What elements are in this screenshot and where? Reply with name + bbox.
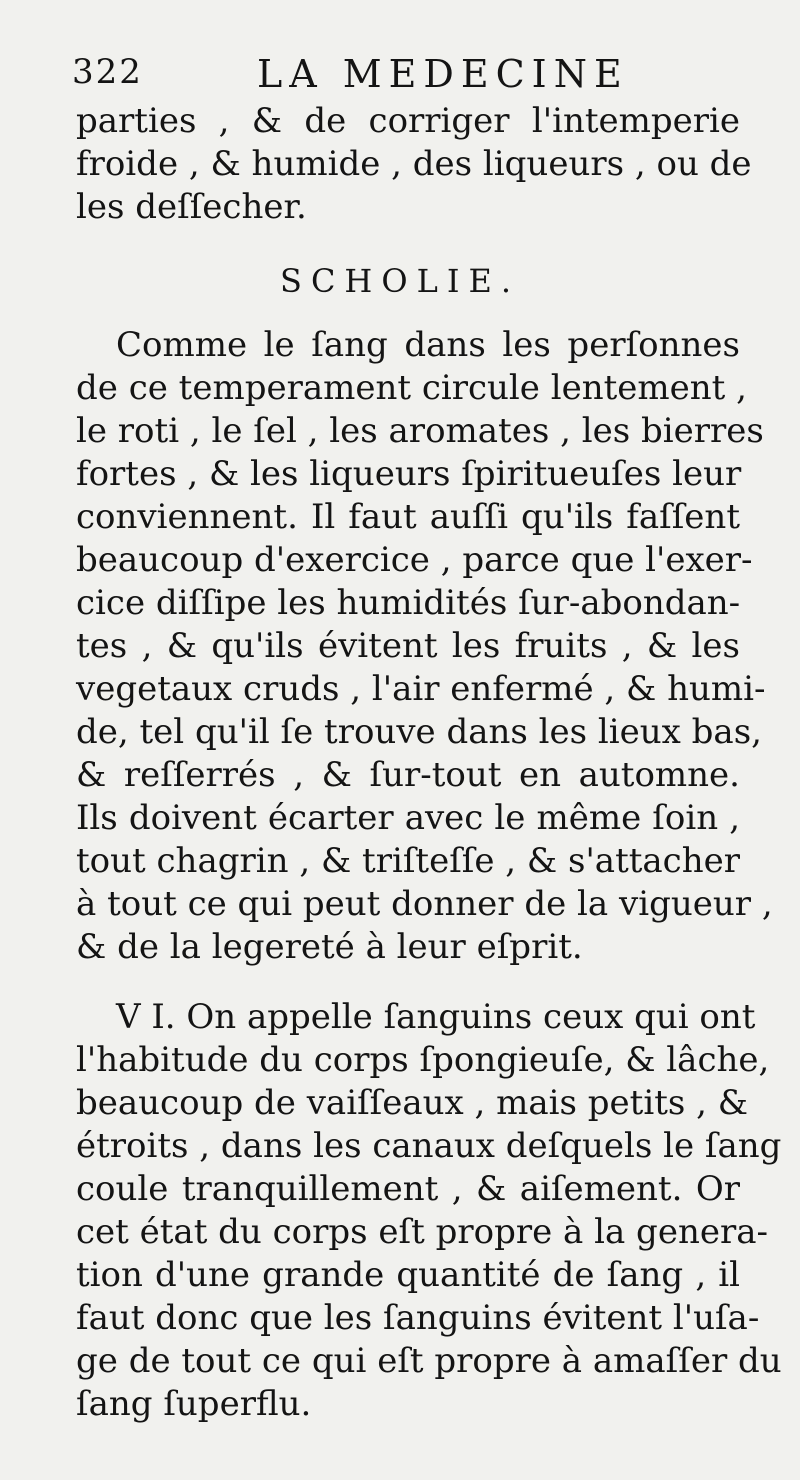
text-line: beaucoup de vaiſſeaux , mais petits , &: [76, 1083, 748, 1123]
text-line: faut donc que les ſanguins évitent l'uſa-: [76, 1298, 760, 1338]
text-line: l'habitude du corps ſpongieuſe, & lâche,: [76, 1040, 770, 1080]
text-line: Ils doivent écarter avec le même ſoin ,: [76, 798, 740, 838]
text-line: conviennent. Il faut auſſi qu'ils faſſent: [76, 497, 740, 537]
text-line: tout chagrin , & triſteſſe , & s'attacher: [76, 841, 740, 881]
page-number: 322: [72, 52, 143, 92]
text-line: ſang ſuperflu.: [76, 1384, 312, 1424]
page-header: [72, 52, 732, 102]
text-line: les deſſecher.: [76, 187, 307, 227]
text-line: de ce temperament circule lentement ,: [76, 368, 747, 408]
text-line: à tout ce qui peut donner de la vigueur ,: [76, 884, 773, 924]
text-line: tes , & qu'ils évitent les fruits , & les: [76, 626, 740, 666]
text-line: & de la legereté à leur eſprit.: [76, 927, 583, 967]
section-vi-paragraph: [76, 996, 782, 1426]
text-line: Comme le ſang dans les perſonnes: [116, 325, 740, 365]
running-title: LA MEDECINE: [257, 52, 629, 96]
text-line: ge de tout ce qui eſt propre à amaſſer du: [76, 1341, 782, 1381]
text-line: de, tel qu'il ſe trouve dans les lieux bas,: [76, 712, 762, 752]
text-line: coule tranquillement , & aiſement. Or: [76, 1169, 740, 1209]
text-line: cet état du corps eſt propre à la genera-: [76, 1212, 768, 1252]
text-line: fortes , & les liqueurs ſpiritueuſes leur: [76, 454, 742, 494]
text-line: vegetaux cruds , l'air enfermé , & humi-: [76, 669, 766, 709]
section-heading: SCHOLIE.: [280, 262, 520, 300]
text-line: étroits , dans les canaux deſquels le ſang: [76, 1126, 782, 1166]
text-line: cice diſſipe les humidités ſur-abondan-: [76, 583, 741, 623]
opening-paragraph: [76, 100, 752, 229]
text-line: beaucoup d'exercice , parce que l'exer-: [76, 540, 753, 580]
scholie-paragraph: [76, 324, 773, 969]
text-line: parties , & de corriger l'intemperie: [76, 101, 740, 141]
text-line: froide , & humide , des liqueurs , ou de: [76, 144, 752, 184]
text-line: le roti , le ſel , les aromates , les bierres: [76, 411, 764, 451]
text-line: V I. On appelle ſanguins ceux qui ont: [116, 997, 756, 1037]
text-line: & reſſerrés , & ſur-tout en automne.: [76, 755, 740, 795]
text-line: tion d'une grande quantité de ſang , il: [76, 1255, 740, 1295]
